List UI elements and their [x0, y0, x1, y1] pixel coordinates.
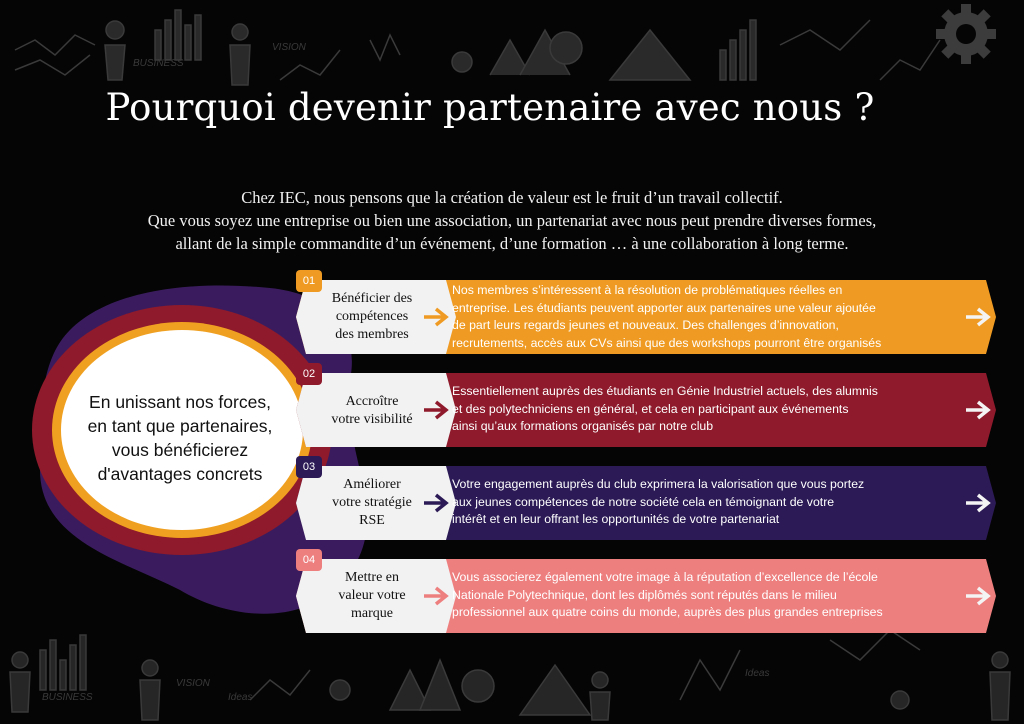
benefit-row-03 [296, 461, 998, 542]
intro-line: allant de la simple commandite d’un événement, d’une formation … à une collaboration à long terme. [175, 234, 849, 253]
center-line: en tant que partenaires, [87, 416, 273, 436]
bg-word-business-bottom: BUSINESS [42, 692, 93, 703]
center-message [80, 390, 280, 486]
row-description [452, 383, 932, 436]
bg-word-vision-bottom: VISION [176, 678, 210, 689]
row-label-line: votre visibilité [331, 412, 413, 427]
row-label-line: valeur votre [338, 588, 406, 603]
row-description [452, 476, 932, 529]
bg-word-ideas-right: Ideas [745, 668, 770, 679]
row-label-line: compétences [335, 309, 409, 324]
row-number: 02 [296, 363, 322, 385]
row-number: 04 [296, 549, 322, 571]
bg-word-ideas: Ideas [228, 692, 253, 703]
benefit-row-02 [296, 368, 998, 449]
row-label [308, 290, 436, 344]
row-description [452, 282, 932, 352]
benefit-row-01 [296, 275, 998, 356]
desc-line: entreprise. Les étudiants peuvent apporter aux partenaires une valeur ajoutée [452, 300, 876, 315]
desc-line: intérêt et en leur offrant les opportunités de votre partenariat [452, 512, 780, 526]
row-label-line: Bénéficier des [331, 291, 413, 306]
bg-word-business: BUSINESS [133, 58, 184, 69]
row-label-line: votre stratégie [332, 495, 412, 510]
row-label-line: Améliorer [343, 477, 401, 492]
bg-word-vision: VISION [272, 42, 306, 53]
desc-line: et des polytechniciens en général, et cela en participant aux événements [452, 401, 849, 416]
desc-line: professionnel aux quatre coins du monde, auprès des plus grandes entreprises [452, 605, 883, 619]
desc-line: recrutements, accès aux CVs ainsi que des workshops pourront être organisés [452, 335, 882, 350]
desc-line: de part leurs regards jeunes et nouveaux. Des challenges d’innovation, [452, 318, 839, 332]
row-number: 01 [296, 270, 322, 292]
desc-line: aux jeunes compétences de notre société cela en témoignant de votre [452, 494, 835, 509]
row-label-line: Mettre en [344, 570, 400, 585]
page-title: Pourquoi devenir partenaire avec nous ? [105, 86, 875, 129]
desc-line: Nos membres s’intéressent à la résolution de problématiques réelles en [452, 283, 843, 297]
center-line: d'avantages concrets [97, 464, 263, 484]
row-description [452, 569, 932, 622]
benefit-row-04 [296, 554, 998, 635]
row-label-line: marque [351, 606, 393, 621]
desc-line: ainsi qu’aux formations organisés par notre club [452, 419, 714, 433]
row-label-line: RSE [359, 513, 385, 528]
row-label [308, 476, 436, 530]
center-line: vous bénéficierez [111, 440, 249, 460]
desc-line: Essentiellement auprès des étudiants en Génie Industriel actuels, des alumnis [452, 384, 878, 398]
center-line: En unissant nos forces, [89, 392, 271, 412]
row-label [308, 393, 436, 429]
row-label [308, 569, 436, 623]
row-label-line: des membres [335, 327, 409, 342]
row-number: 03 [296, 456, 322, 478]
intro-line: Que vous soyez une entreprise ou bien une association, un partenariat avec nous peut prendre diverses formes, [147, 211, 877, 230]
row-label-line: Accroître [345, 394, 399, 409]
intro-line: Chez IEC, nous pensons que la création de valeur est le fruit d’un travail collectif. [241, 188, 783, 207]
desc-line: Nationale Polytechnique, dont les diplômés sont réputés dans le milieu [452, 587, 837, 602]
desc-line: Vous associerez également votre image à la réputation d’excellence de l’école [452, 570, 878, 584]
desc-line: Votre engagement auprès du club exprimera la valorisation que vous portez [452, 477, 865, 491]
